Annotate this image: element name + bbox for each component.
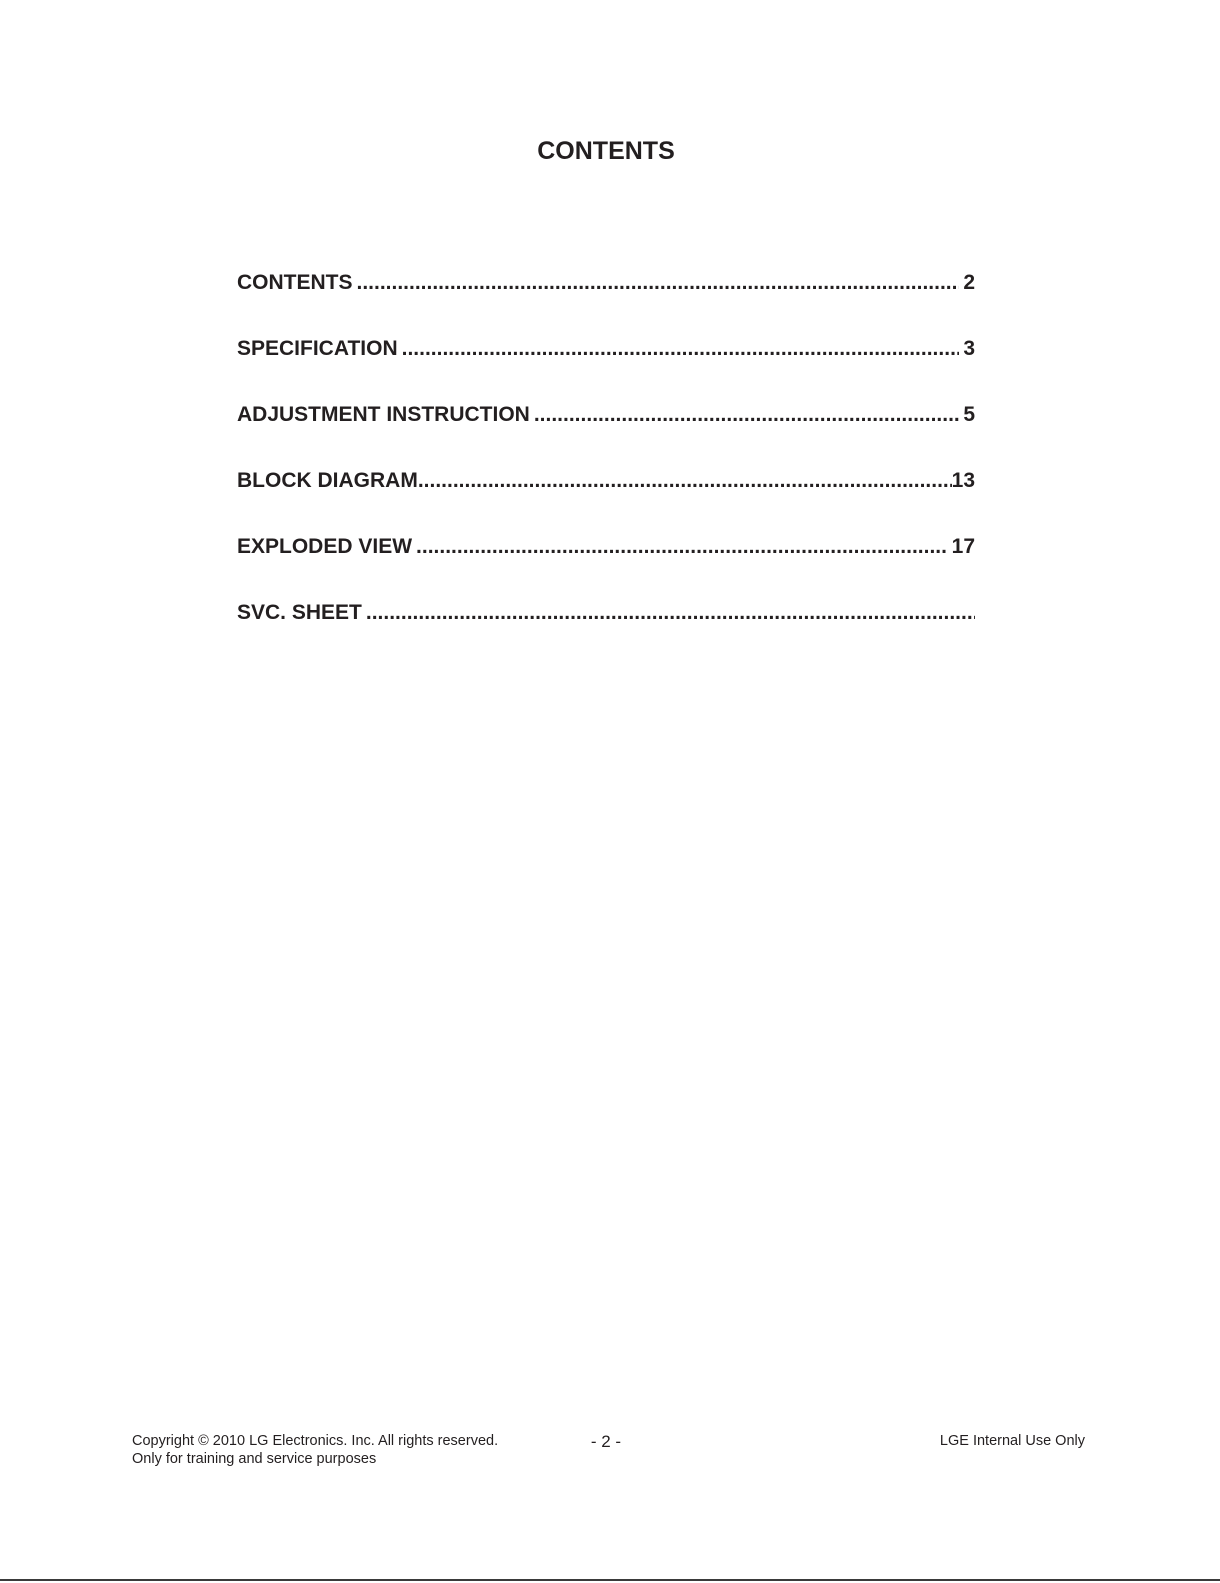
toc-dot-leader: [357, 268, 960, 298]
toc-entry-svc-sheet[interactable]: [237, 598, 975, 664]
toc-entry-exploded-view[interactable]: [237, 532, 975, 598]
toc-dot-leader: [534, 400, 959, 430]
footer-copyright: Copyright © 2010 LG Electronics. Inc. All rights reserved.: [132, 1433, 499, 1449]
footer-usage-note: LGE Internal Use Only: [939, 1433, 1085, 1449]
toc-entry-contents[interactable]: [237, 268, 975, 334]
toc-entry-label: EXPLODED VIEW: [237, 535, 413, 558]
toc-entry-page: 17: [951, 535, 975, 558]
toc-entry-label: SVC. SHEET: [237, 601, 362, 624]
toc-dot-leader: [418, 466, 952, 496]
table-of-contents: [237, 268, 975, 664]
toc-entry-page: 3: [963, 337, 975, 360]
toc-entry-page: 2: [963, 271, 975, 294]
toc-entry-label: CONTENTS: [237, 271, 353, 294]
toc-entry-block-diagram[interactable]: [237, 466, 975, 532]
toc-dot-leader: [416, 532, 948, 562]
toc-entry-page: 13: [951, 469, 975, 492]
toc-entry-label: BLOCK DIAGRAM: [237, 469, 418, 492]
footer-purpose: Only for training and service purposes: [132, 1451, 377, 1467]
toc-entry-label: SPECIFICATION: [237, 337, 398, 360]
toc-dot-leader: [366, 598, 975, 628]
toc-dot-leader: [402, 334, 960, 364]
footer-page-number: - 2 -: [590, 1432, 622, 1451]
page-bottom-rule: [0, 1579, 1220, 1581]
toc-entry-page: 5: [963, 403, 975, 426]
toc-entry-label: ADJUSTMENT INSTRUCTION: [237, 403, 530, 426]
toc-entry-specification[interactable]: [237, 334, 975, 400]
page-title: CONTENTS: [537, 137, 675, 165]
toc-entry-adjustment-instruction[interactable]: [237, 400, 975, 466]
